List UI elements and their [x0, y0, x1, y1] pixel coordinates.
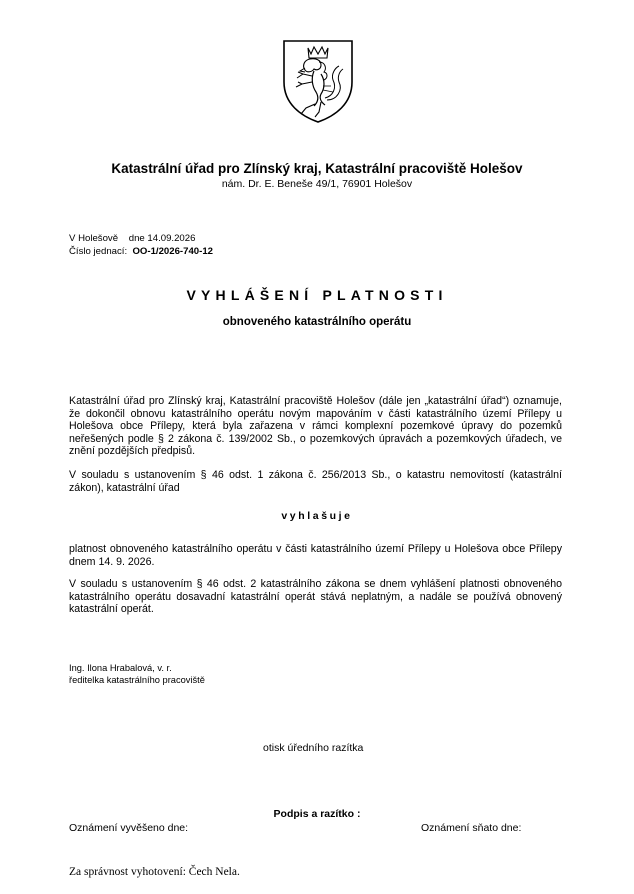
- signatory-role: ředitelka katastrálního pracoviště: [69, 675, 205, 685]
- sign-heading: Podpis a razítko :: [273, 808, 361, 820]
- place-date-line: [69, 233, 195, 244]
- reference-number: OO-1/2026-740-12: [132, 246, 213, 257]
- stamp-note: otisk úředního razítka: [263, 742, 364, 754]
- reference-line: [69, 246, 213, 257]
- removed-date-label: Oznámení sňato dne:: [421, 822, 522, 834]
- paragraph-validity: platnost obnoveného katastrálního operátu v části katastrálního území Přílepy u Holešova obce Přílepy dnem 14. 9. 2026.: [69, 543, 562, 568]
- document-title: VYHLÁŠENÍ PLATNOSTI: [186, 287, 448, 303]
- posted-date-label: Oznámení vyvěšeno dne:: [69, 822, 189, 834]
- issue-date: dne 14.09.2026: [128, 233, 196, 244]
- signatory-name: Ing. Ilona Hrabalová, v. r.: [69, 663, 172, 673]
- czech-lion-coat-of-arms-icon: [281, 38, 355, 124]
- paragraph-legal-basis: V souladu s ustanovením § 46 odst. 1 zákona č. 256/2013 Sb., o katastru nemovitostí (katastrální zákon), katastrální úřad: [69, 469, 562, 494]
- document-subtitle: obnoveného katastrálního operátu: [222, 316, 412, 328]
- office-name: Katastrální úřad pro Zlínský kraj, Katastrální pracoviště Holešov: [111, 161, 523, 176]
- paragraph-old-operat: V souladu s ustanovením § 46 odst. 2 katastrálního zákona se dnem vyhlášení platnosti obnoveného katastrálního operátu dosavadní katastrální operát stává neplatným, a nadále se používá obnovený katastrální operát.: [69, 578, 562, 616]
- place: V Holešově: [69, 233, 119, 244]
- correctness-note: Za správnost vyhotovení: Čech Nela.: [69, 866, 240, 878]
- decree-word: vyhlašuje: [281, 510, 353, 522]
- office-address: nám. Dr. E. Beneše 49/1, 76901 Holešov: [221, 178, 413, 190]
- paragraph-intro: Katastrální úřad pro Zlínský kraj, Katastrální pracoviště Holešov (dále jen „katastrální úřad“) oznamuje, že dokončil obnovu katastrálního operátu novým mapováním v části katastrálního území Přílepy u Holešova obce Přílepy, která byla zařazena v rámci komplexní pozemkové úpravy do pozemků neřešených podle § 2 zákona č. 139/2002 Sb., o pozemkových úpravách a pozemkových úřadech, ve znění pozdějších předpisů.: [69, 395, 562, 458]
- reference-label: Číslo jednací:: [69, 246, 128, 257]
